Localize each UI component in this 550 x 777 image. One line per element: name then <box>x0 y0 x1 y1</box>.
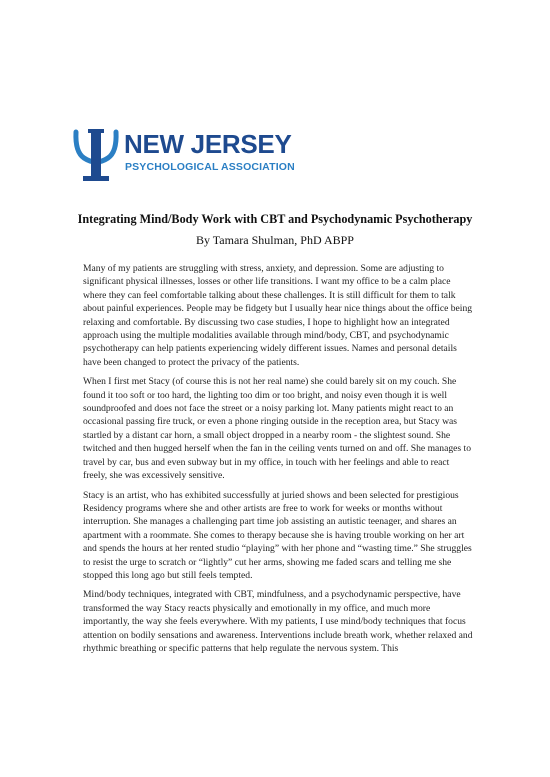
psi-symbol-icon <box>71 128 121 184</box>
paragraph: When I first met Stacy (of course this is not her real name) she could barely sit on my couch. She found it too soft or too hard, the lighting too dim or too bright, and noisy even though it is well soundproofed and does not face the street or a noisy parking lot. Many patients might react to an occasional passing fire truck, or even a phone ringing outside in the reception area, but Stacy was startled by a distant car horn, a small object dropped in a nearby room - the slightest sound. She twitched and then hugged herself when the fan in the ceiling vents turned on and off. She manages to travel by car, bus and even subway but in my office, in touch with her feelings and able to react freely, she was excessively sensitive. <box>83 376 471 482</box>
article-title: Integrating Mind/Body Work with CBT and Psychodynamic Psychotherapy <box>77 212 473 226</box>
logo-text-association: PSYCHOLOGICAL ASSOCIATION <box>125 161 295 173</box>
paragraph: Stacy is an artist, who has exhibited successfully at juried shows and been selected for prestigious Residency programs where she and other artists are free to work for weeks or months without interruption. She manages a challenging part time job assisting an autistic teenager, and shares an apartment with a roommate. She comes to therapy because she is having trouble working on her art and spends the hours at her rented studio “playing” with her phone and “wasting time.” She struggles to resist the urge to scratch or “lightly” cut her arms, showing me faded scars and telling me she stopped this long ago but still feels tempted. <box>83 489 472 581</box>
paragraph: Many of my patients are struggling with stress, anxiety, and depression. Some are adjusting to significant physical illnesses, losses or other life transitions. I want my office to be a calm place where they can feel comfortable talking about these challenges. It is still difficult for them to talk about painful experiences. People may be fidgety but I usually hear nice things about the office being relaxing and comfortable. By discussing two case studies, I hope to highlight how an integrated approach using the multiple modalities available through mind/body, CBT, and psychodynamic psychotherapy can help patients experiencing widely different issues. Names and personal details have been changed to protect the privacy of the patients. <box>83 263 473 368</box>
article-body <box>83 262 475 661</box>
article-byline: By Tamara Shulman, PhD ABPP <box>196 233 354 247</box>
association-logo <box>71 128 311 184</box>
logo-text-new-jersey: NEW JERSEY <box>124 129 292 159</box>
paragraph: Mind/body techniques, integrated with CBT, mindfulness, and a psychodynamic perspective, have transformed the way Stacy reacts physically and emotionally in my office, and much more importantly, the way she feels everywhere. With my patients, I use mind/body techniques that focus attention on bodily sensations and awareness. Interventions include breath work, whether relaxed and rhythmic breathing or specific patterns that help regulate the nervous system. This <box>83 589 473 654</box>
